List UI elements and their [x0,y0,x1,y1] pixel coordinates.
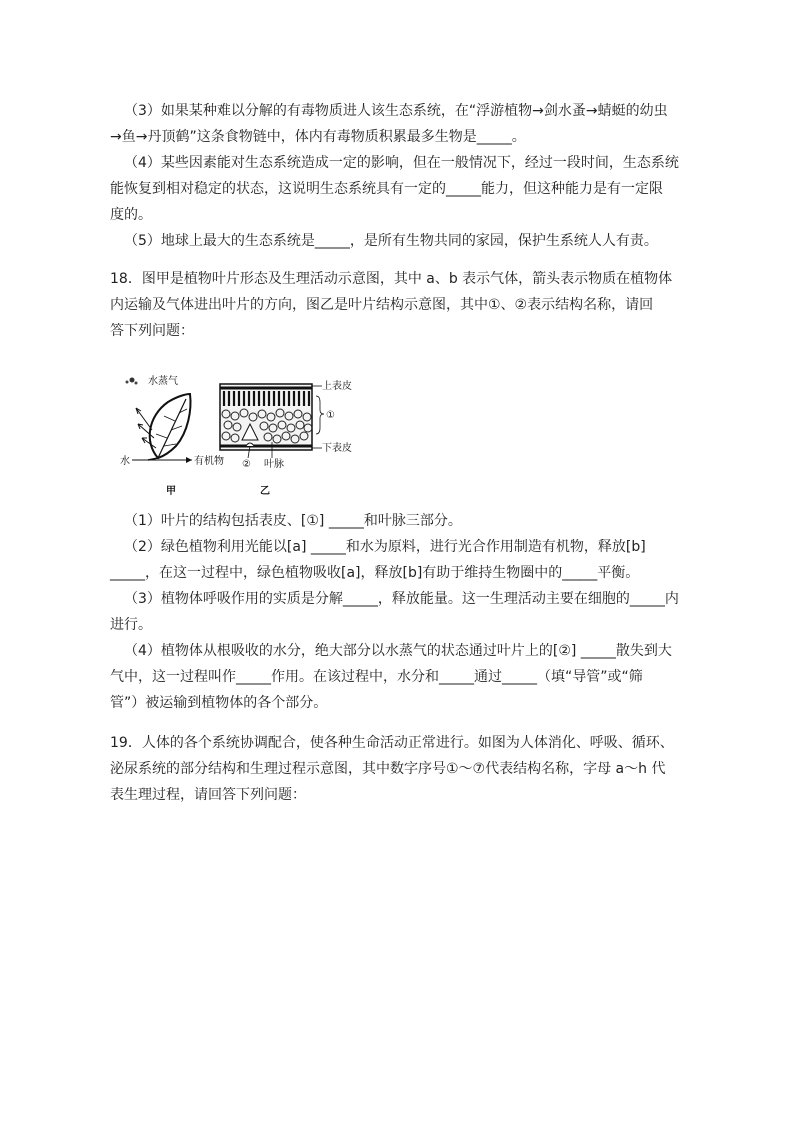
label-water-vapor: 水蒸气 [148,376,178,387]
q18-part3-line1: （3）植物体呼吸作用的实质是分解_____，释放能量。这一生理活动主要在细胞的_____内 [124,591,679,607]
label-structure-1: ① [326,410,335,421]
q17-part5-line1: （5）地球上最大的生态系统是_____，是所有生物共同的家园，保护生系统人人有责。 [124,233,658,249]
q18-part4-line1: （4）植物体从根吸收的水分，绝大部分以水蒸气的状态通过叶片上的[②] _____散失到大 [124,643,672,659]
label-water: 水 [120,456,130,467]
q17-part4-line3: 度的。 [110,207,152,223]
q17-part3-line2: →鱼→丹顶鹤”这条食物链中，体内有毒物质积累最多生物是_____。 [110,129,526,145]
leaf-section-diagram-yi [220,379,352,497]
label-upper-epidermis: 上表皮 [322,381,352,392]
q18-part2-line1: （2）绿色植物利用光能以[a] _____和水为原料，进行光合作用制造有机物，释放[b] [124,539,646,555]
mesophyll-bracket [316,396,324,434]
q18-part3-line2: 进行。 [110,617,152,633]
question-19-intro [110,730,690,808]
q18-part4-line3: 管”）被运输到植物体的各个部分。 [110,695,328,711]
caption-yi: 乙 [260,486,270,497]
q19-intro-line3: 表生理过程，请回答下列问题： [110,787,306,803]
question-18-parts [110,508,690,716]
caption-jia: 甲 [166,486,176,497]
gas-arrow-1 [136,408,152,430]
arrowhead-right-icon [186,457,192,463]
q17-part3-line1: （3）如果某种难以分解的有毒物质进人该生态系统，在“浮游植物→剑水蚤→蜻蜓的幼虫 [124,103,668,119]
label-structure-2: ② [242,459,251,470]
q19-intro-line1: 19．人体的各个系统协调配合，使各种生命活动正常进行。如图为人体消化、呼吸、循环、 [110,735,674,751]
q18-part2-line2: _____，在这一过程中，绿色植物吸收[a]，释放[b]有助于维持生物圈中的_____平衡。 [110,565,640,581]
q18-intro-line1: 18．图甲是植物叶片形态及生理活动示意图，其中 a、b 表示气体，箭头表示物质在植物体 [110,271,673,287]
label-leaf-vein: 叶脉 [264,459,284,470]
leaf-diagram-jia [120,374,224,497]
q19-intro-line2: 泌尿系统的部分结构和生理过程示意图，其中数字序号①～⑦代表结构名称，字母 a～h 代 [110,761,666,777]
q18-part4-line2: 气中，这一过程叫作_____作用。在该过程中，水分和_____通过_____（填“导管”或“筛 [110,669,643,685]
q18-part1: （1）叶片的结构包括表皮、[①] _____和叶脉三部分。 [124,513,462,529]
label-lower-epidermis: 下表皮 [322,443,352,454]
question-18-intro [110,266,690,344]
label-organic-matter: 有机物 [194,456,224,467]
q17-part4-line1: （4）某些因素能对生态系统造成一定的影响，但在一般情况下，经过一段时间，生态系统 [124,155,679,171]
q18-intro-line3: 答下列问题： [110,323,194,339]
question-17-continuation [110,98,690,254]
q17-part4-line2: 能恢复到相对稳定的状态，这说明生态系统具有一定的_____能力，但这种能力是有一定限 [110,181,663,197]
leaf-figure [118,372,358,502]
vapor-droplet-icon [126,378,138,385]
q18-intro-line2: 内运输及气体进出叶片的方向，图乙是叶片结构示意图，其中①、②表示结构名称，请回 [110,297,654,313]
